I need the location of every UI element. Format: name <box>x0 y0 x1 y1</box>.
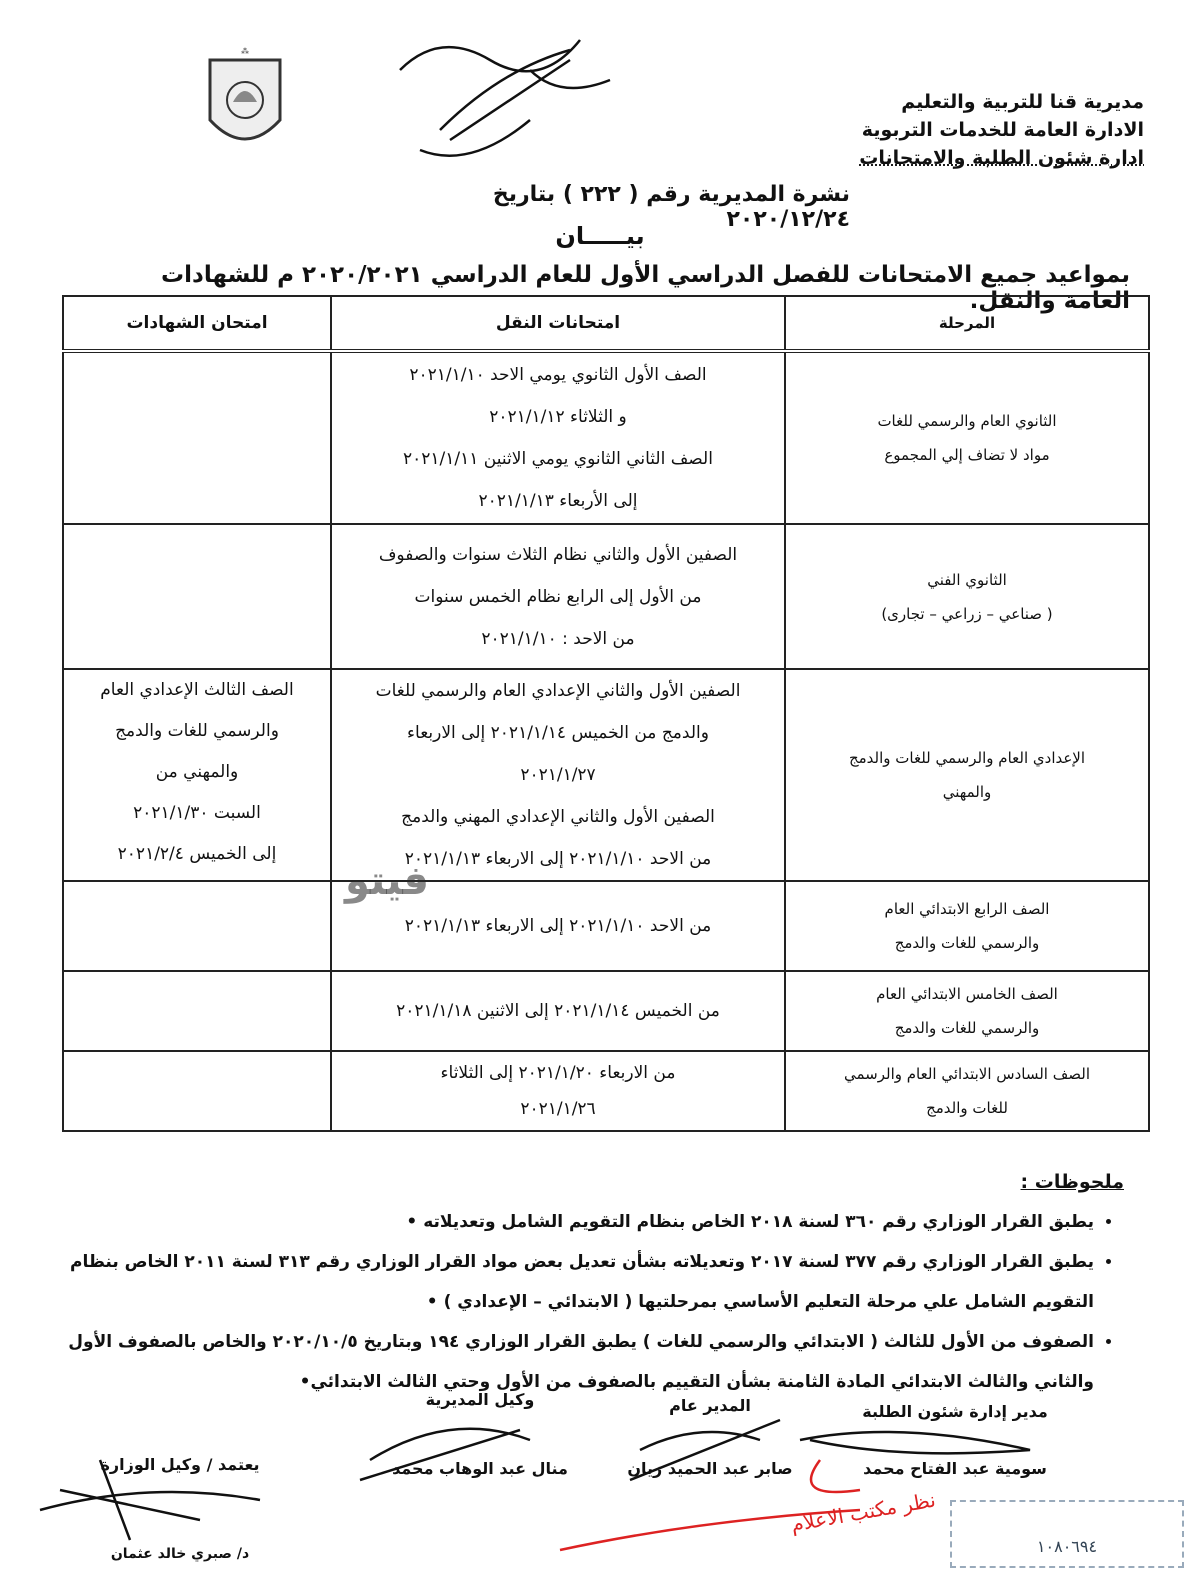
table-header-row <box>63 296 1149 351</box>
certificate-cell <box>63 881 331 971</box>
transfer-cell: من الاحد ٢٠٢١/١/١٠ إلى الاربعاء ٢٠٢١/١/١٣ <box>331 881 785 971</box>
watermark-logo: فيتو <box>345 858 429 904</box>
directorate-header <box>859 88 1144 172</box>
transfer-cell: الصفين الأول والثاني نظام الثلاث سنوات والصفوف من الأول إلى الرابع نظام الخمس سنوات من الاحد : ٢٠٢١/١/١٠ <box>331 524 785 669</box>
certificate-cell <box>63 1051 331 1131</box>
header-line: مديرية قنا للتربية والتعليم <box>901 91 1144 113</box>
notes-section <box>64 1162 1124 1402</box>
column-header-transfer: امتحانات النقل <box>331 296 785 351</box>
table-row <box>63 524 1149 669</box>
table-row <box>63 1051 1149 1131</box>
signature-block: وكيل المديرية منال عبد الوهاب محمد <box>392 1390 568 1478</box>
transfer-cell: الصفين الأول والثاني الإعدادي العام والرسمي للغات والدمج من الخميس ٢٠٢١/١/١٤ إلى الاربعاء ٢٠٢١/١/٢٧ الصفين الأول والثاني الإعدادي المهني والدمج من الاحد ٢٠٢١/١/١٠ إلى الاربعاء ٢٠٢١/١/١٣ <box>331 669 785 881</box>
document-subject: بمواعيد جميع الامتحانات للفصل الدراسي الأول للعام الدراسي ٢٠٢٠/٢٠٢١ م للشهادات العامة والنقل. <box>161 262 1130 314</box>
exam-schedule-table <box>62 295 1150 1132</box>
stage-cell: الصف الخامس الابتدائي العام والرسمي للغات والدمج <box>785 971 1149 1051</box>
registry-stamp: ١٠٨٠٦٩٤ <box>950 1500 1184 1568</box>
transfer-cell: من الاربعاء ٢٠٢١/١/٢٠ إلى الثلاثاء ٢٠٢١/١/٢٦ <box>331 1051 785 1131</box>
stage-cell: الصف السادس الابتدائي العام والرسمي للغات والدمج <box>785 1051 1149 1131</box>
column-header-certificate: امتحان الشهادات <box>63 296 331 351</box>
stage-cell: الثانوي الفني ( صناعي – زراعي – تجارى) <box>785 524 1149 669</box>
transfer-cell: من الخميس ٢٠٢١/١/١٤ إلى الاثنين ٢٠٢١/١/١٨ <box>331 971 785 1051</box>
notes-title: ملحوظات : <box>1020 1171 1124 1193</box>
certificate-cell <box>63 524 331 669</box>
table-row <box>63 881 1149 971</box>
stage-cell: الصف الرابع الابتدائي العام والرسمي للغات والدمج <box>785 881 1149 971</box>
stage-cell: الثانوي العام والرسمي للغات مواد لا تضاف إلي المجموع <box>785 351 1149 524</box>
certificate-cell: الصف الثالث الإعدادي العام والرسمي للغات والدمج والمهني من السبت ٢٠٢١/١/٣٠ إلى الخميس ٢٠٢١/٢/٤ <box>63 669 331 881</box>
bulletin-number: نشرة المديرية رقم ( ٢٢٢ ) بتاريخ ٢٠٢٠/١٢/٢٤ <box>492 182 850 232</box>
table-row <box>63 351 1149 524</box>
table-row <box>63 971 1149 1051</box>
ministry-logo-icon <box>200 40 290 160</box>
header-line: الادارة العامة للخدمات التربوية <box>861 119 1144 141</box>
stage-cell: الإعدادي العام والرسمي للغات والدمج والمهني <box>785 669 1149 881</box>
column-header-stage: المرحلة <box>785 296 1149 351</box>
certificate-cell <box>63 351 331 524</box>
transfer-cell: الصف الأول الثانوي يومي الاحد ٢٠٢١/١/١٠ و الثلاثاء ٢٠٢١/١/١٢ الصف الثاني الثانوي يومي الاثنين ٢٠٢١/١/١١ إلى الأربعاء ٢٠٢١/١/١٣ <box>331 351 785 524</box>
signature-block: المدير عام صابر عبد الحميد زيان <box>627 1396 793 1478</box>
signature-scribble-top <box>380 10 640 180</box>
note-item: • يطبق القرار الوزاري رقم ٣٦٠ لسنة ٢٠١٨ الخاص بنظام التقويم الشامل وتعديلاته • <box>64 1202 1094 1242</box>
svg-text:⁂: ⁂ <box>241 47 249 56</box>
header-line: ادارة شئون الطلبة والامتحانات <box>859 147 1144 169</box>
approval-signature-block: يعتمد / وكيل الوزارة د/ صبري خالد عثمان <box>100 1455 260 1562</box>
note-item: • الصفوف من الأول للثالث ( الابتدائي والرسمي للغات ) يطبق القرار الوزاري ١٩٤ وبتاريخ ٢٠٢٠/١٠/٥ والخاص بالصفوف الأول والثاني والثالث الابتدائي المادة الثامنة بشأن التقييم بالصفوف من الأول وحتي الثالث الابتدائي• <box>64 1322 1094 1402</box>
table-row <box>63 669 1149 881</box>
signature-block: مدير إدارة شئون الطلبة سومية عبد الفتاح محمد <box>862 1402 1048 1478</box>
handwritten-note: نظر مكتب الاعلام <box>789 1487 938 1537</box>
certificate-cell <box>63 971 331 1051</box>
document-heading: بيـــــان <box>555 222 645 250</box>
note-item: • يطبق القرار الوزاري رقم ٣٧٧ لسنة ٢٠١٧ وتعديلاته بشأن تعديل بعض مواد القرار الوزاري رقم ٣١٣ لسنة ٢٠١١ الخاص بنظام التقويم الشامل علي مرحلة التعليم الأساسي بمرحلتيها ( الابتدائي – الإعدادي ) • <box>64 1242 1094 1322</box>
